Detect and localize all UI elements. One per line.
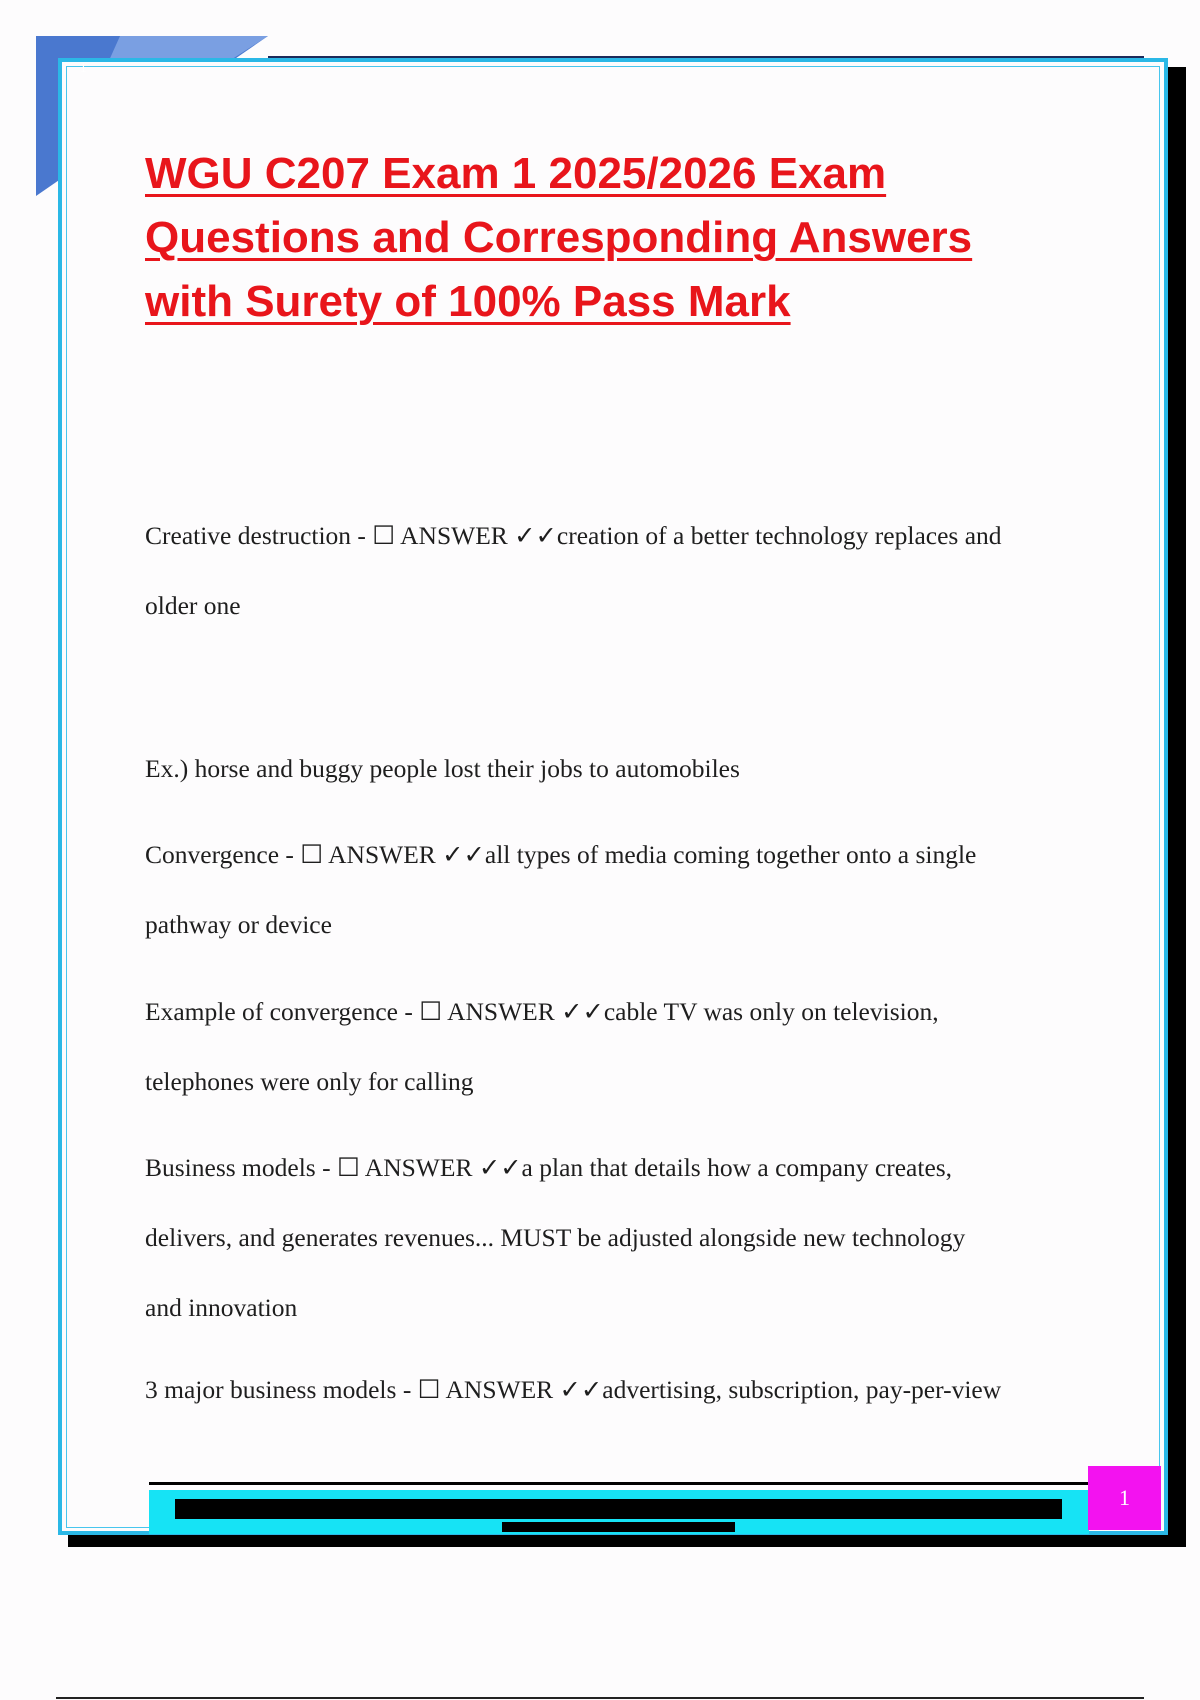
entry-line: and innovation [145, 1293, 298, 1322]
entry-line: Ex.) horse and buggy people lost their jobs to automobiles [145, 754, 740, 783]
top-rule [268, 56, 1144, 58]
page-number-badge: 1 [1088, 1466, 1161, 1530]
qa-entry-business-models [145, 1133, 1095, 1343]
entry-line: Business models - ☐ ANSWER ✓✓a plan that details how a company creates, [145, 1153, 953, 1182]
footer-bar [175, 1499, 1062, 1519]
title-line: Questions and Corresponding Answers [145, 213, 973, 262]
entry-line: Convergence - ☐ ANSWER ✓✓all types of media coming together onto a single [145, 840, 977, 869]
title-line: WGU C207 Exam 1 2025/2026 Exam [145, 149, 887, 198]
entry-line: 3 major business models - ☐ ANSWER ✓✓advertising, subscription, pay-per-view [145, 1375, 1002, 1404]
document-title [145, 142, 1085, 334]
entry-line: Example of convergence - ☐ ANSWER ✓✓cable TV was only on television, [145, 997, 939, 1026]
entry-line: Creative destruction - ☐ ANSWER ✓✓creation of a better technology replaces and [145, 521, 1002, 550]
entry-line: pathway or device [145, 910, 332, 939]
bottom-rule [56, 1697, 1144, 1699]
entry-line: telephones were only for calling [145, 1067, 474, 1096]
entry-line: delivers, and generates revenues... MUST be adjusted alongside new technology [145, 1223, 966, 1252]
qa-entry-creative-destruction [145, 501, 1095, 641]
qa-entry-example-of-convergence [145, 977, 1095, 1117]
title-line: with Surety of 100% Pass Mark [145, 277, 791, 326]
qa-entry-convergence [145, 820, 1095, 960]
footer-rule [149, 1482, 1089, 1485]
qa-entry-major-business-models [145, 1355, 1095, 1425]
entry-line: older one [145, 591, 241, 620]
qa-entry-example [145, 734, 1095, 804]
corner-page-label: 1 [80, 60, 87, 75]
footer-small-bar [502, 1522, 735, 1532]
